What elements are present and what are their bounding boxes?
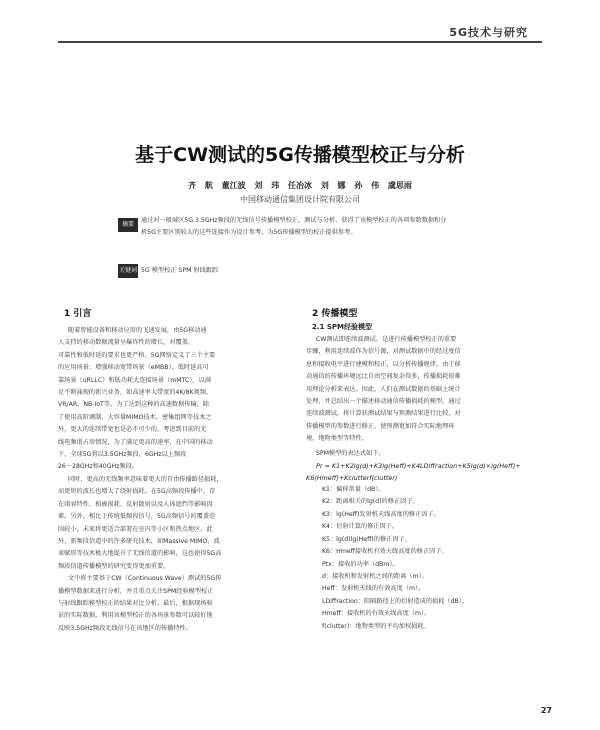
definition-item: LDiffraction：阻隔路径上的衍射造成的损耗（dB）。	[322, 597, 469, 605]
text-line: 传播模型的参数进行修正，使预测更加符合实际地理环	[306, 422, 455, 430]
definition-item: K2：距离相关的lg(d)的修正因子。	[322, 498, 419, 506]
text-line: 素。另外，相比于传统低频段信号，5G高频信号的覆盖范	[58, 513, 216, 521]
header-rule	[58, 41, 542, 43]
definition-item: Ptx：接收的功率（dBm）。	[322, 560, 399, 568]
text-line: 随着智能设备和移动应用的飞速发展，由5G移动通	[67, 327, 207, 334]
intro-paragraph-3	[58, 573, 298, 635]
keywords-text: 5G 模型校正 SPM 射线跟踪	[141, 267, 219, 274]
section-heading-propagation-model: 2 传播模型	[312, 309, 358, 319]
text-line: CW测试即连续波测试，是进行传播模型校正的重要	[315, 336, 457, 343]
text-line: 反映3.5GHz频段无线信号在该地区的传播特性。	[58, 624, 192, 632]
text-line: 播模型数据来进行分析，并且重点关注SPM经验模型校正	[58, 587, 214, 595]
text-line: 频段信道传播模型的研究变得更加重要。	[58, 562, 170, 570]
right-column	[306, 306, 544, 633]
parameter-definitions	[322, 484, 544, 633]
text-line: 下，全球5G将以3.5GHz频段、6GHz以上频段	[58, 451, 187, 459]
text-line: 文中将主要基于CW（Continuous Wave）测试的5G传	[67, 575, 222, 583]
text-line: 在雨衰特性、植被损耗、反射散射以及人体遮挡等影响因	[58, 500, 213, 508]
subsection-heading-spm: 2.1 SPM经验模型	[312, 323, 372, 331]
text-line: 证的实际数据，利用该模型校正的各场景参数可以较好地	[58, 612, 213, 620]
section-heading-introduction: 1 引言	[64, 309, 92, 319]
intro-paragraph-1	[58, 325, 298, 474]
definition-item: Hmeff：接收机的有效天线高度（m）。	[322, 610, 431, 618]
abstract-line: 通过对一般城区5G 3.5GHz频段的无线信号传播模型校正，测试与分析，获得了该模型校正的各项参数数据和分	[141, 217, 447, 224]
spm-formula-line-1: Pr = K1+K2lg(d)+K3lg(Heff)+K4LDiffraction+K5lg(d)×lg(Heff)+	[316, 462, 521, 471]
definition-item: K6：Hmeff接收机有效天线高度的修正因子。	[322, 548, 448, 556]
text-line: 围较小，未来将更适合部署在室内等小区和热点地区。此	[58, 525, 213, 533]
journal-section-label: 5G技术与研究	[449, 26, 528, 39]
spm-formula-line-2: K6(Hmeff)+Kclutterf(clutter)	[306, 474, 398, 483]
definition-item: f(clutter)：地物类型的平均加权损耗。	[322, 622, 430, 630]
text-line: 处理，并总结出一个描述移动通信传播损耗的模型。通过	[306, 398, 461, 406]
spm-paragraph-1	[306, 334, 544, 446]
text-line: 与射线跟踪模型校正的结果对比分析。最后，根据现场验	[58, 599, 213, 607]
intro-paragraph-2	[58, 474, 298, 573]
left-column	[58, 306, 298, 635]
definition-item: K1：偏移常量（dB）。	[322, 486, 385, 494]
text-line: 线电频谱占用情况，为了满足更高的速率，在中国的移动	[58, 438, 213, 446]
author-list: 齐 航 董江波 刘 玮 任冶冰 刘 娜 孙 伟 虞思雨	[188, 181, 412, 190]
keywords-tag: 关键词	[118, 264, 138, 278]
text-line: 外，新频段信道中的许多研究技术，如Massive MIMO，波	[58, 537, 220, 545]
text-line: 束赋形等技术极大地提升了无线信道的影响，这也使得5G高	[58, 550, 222, 558]
text-line: 了使用高阶调制、大容量MIMO技术、密集组网等技术之	[58, 413, 212, 421]
text-line: 而更短的波长也增大了绕射损耗。在5G高频段传播中，存	[58, 488, 216, 496]
text-line: 动通信的传播环境远比自由空间复杂得多，传播损耗很难	[306, 373, 461, 381]
text-line: 足不断涌现的新兴业务，如高速率大带宽的4K/8K视频，	[58, 389, 213, 397]
definition-item: K5：lg(d)lg(Heff)的修正因子。	[322, 535, 411, 543]
text-line: 步骤，利用连续波作为信号源，对测试数据中的经过度信	[306, 348, 461, 356]
text-line: 境，地物类型等特性。	[306, 435, 368, 443]
spm-body	[306, 334, 544, 633]
abstract-line: 析5G主要区别较大的这些连接作为设计参考，为5G传播模型的校正提供参考。	[141, 229, 357, 236]
text-line: 外，更大的连续带宽也是必不可少的。考虑到目前的无	[58, 426, 207, 434]
text-line: 的应用场景：增强移动宽带场景（eMBB）、低时延高可	[58, 364, 209, 372]
definition-item: K3：lg(Heff)发射机天线高度的修正因子。	[322, 510, 440, 518]
intro-body	[58, 325, 298, 635]
page-number: 27	[540, 706, 552, 715]
affiliation: 中国移动通信集团设计院有限公司	[240, 195, 360, 204]
text-line: 用理论分析来表达。因此，人们在测试数据的基础上统计	[306, 385, 461, 393]
text-line: VR/AR，NB-IoT等。为了达到这种的高速数据传输，除	[58, 401, 210, 409]
text-line: 人支持的移动数据流量呈爆炸性的增长，对覆盖、	[58, 339, 195, 347]
text-line: 靠场景（uRLLC）和低功耗大连接场景（mMTC），以满	[58, 376, 211, 384]
abstract-tag: 摘要	[118, 218, 138, 232]
text-line: 连续波测试，将计算获测试结果与预测结果进行比较，对	[306, 410, 461, 418]
definition-item: Heff：发射机天线的有效高度（m）。	[322, 585, 425, 593]
formula-intro: SPM模型的表达式如下。	[315, 449, 385, 457]
text-line: 26～28GHz和40GHz频段。	[58, 463, 138, 471]
text-line: 息和接收电平进行建模和校正，以分析传播规律。由于移	[306, 360, 461, 368]
text-line: 可靠性和低时延的要求也更严格。5G网络定义了三个主要	[58, 351, 216, 359]
definition-item: K4：衍射计算的修正因子。	[322, 523, 399, 531]
text-line: 同时，更高的无线频率意味着更大的自由传播路径损耗，	[67, 475, 223, 483]
definition-item: d：接收机和发射机之间的距离（m）。	[322, 572, 428, 580]
abstract-text	[141, 215, 523, 239]
paper-title: 基于CW测试的5G传播模型校正与分析	[135, 144, 465, 166]
